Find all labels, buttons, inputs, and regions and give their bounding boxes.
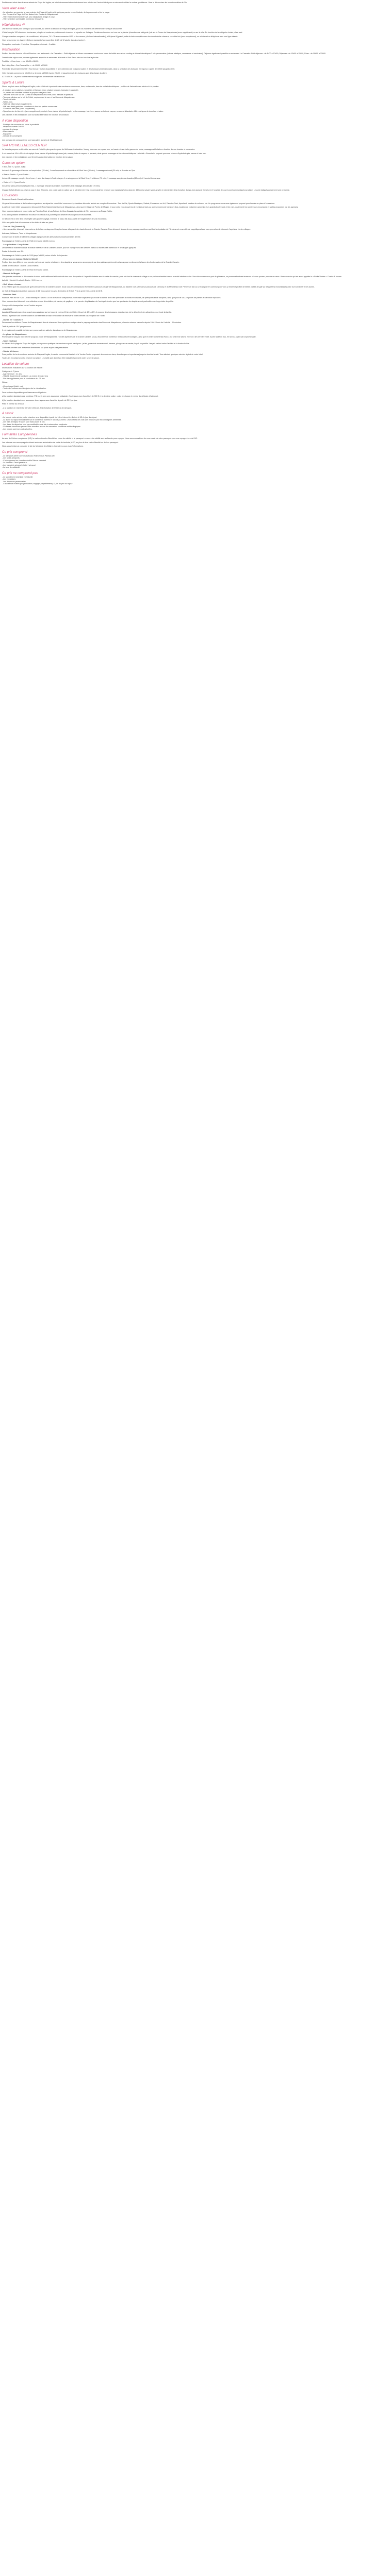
cure-item: Incluant 1 massage complet d'une heure, 1 soin du visage à l'huile d'argan, 1 enveloppement à l'Aloé Vera, 1 pédicure (70 min), 1 massage aux pierres chaudes (50 min) et 1 accès libre au spa.	[2, 177, 161, 179]
location-paragraph: Prise et remise du véhicule :	[2, 403, 26, 405]
excursion-title-tour: - Tour de l'île (Tamaris 5)	[2, 225, 25, 228]
section-title-prix-comprend: Ce prix comprend	[2, 450, 27, 454]
excursion-title-jeep: - Les palmitiers / Jeep Safari	[2, 244, 29, 246]
restauration-paragraph: ATTENTION : Le port d'un bracelet est exigé afin de bénéficier de la formule.	[2, 76, 66, 78]
excluded-item: - L'assurance multirisque (annulation, bagages, rapatriement) : 3,5% du prix du séjour	[2, 483, 73, 485]
section-title-a-savoir: A savoir	[2, 412, 14, 415]
sports-item: - Tennis de table.	[2, 98, 17, 100]
location-item: - Âge minimum : 21 ans	[2, 372, 22, 375]
formalites-paragraph: Les mineurs non accompagnés doivent avoir une autorisation de sortie du territoire (AST) en plus de leur carte d'identité ou de leur passeport.	[2, 441, 119, 444]
section-title-cures: Cures en option	[2, 161, 25, 165]
hotel-paragraph: Chaque chambre comprend : air conditionné, téléphone, TV LCD avec connexion USB et des canaux (chaînes internationales), Wifi (sans fil) gratuit, salle de bain complète avec douche et sèche-cheveux, un coffre fort (avec supplément), un minibar et un téléphone avec une ligne directe.	[2, 35, 238, 38]
section-title-formalites: Formalités Européennes	[2, 433, 37, 436]
section-title-excursions: Excursions	[2, 194, 18, 197]
included-item: - Le transport aérien sur vols spéciaux France / Las Palmas A/R	[2, 454, 55, 457]
section-hotel	[2, 23, 389, 46]
restauration-paragraph: Durant votre séjour vous pourrez également apprécier le restaurant à la carte « Pool-Bar » situé au bord de la piscine.	[2, 56, 99, 59]
cure-item: « Bien-Être » 2 jours/1 nuits :	[2, 165, 26, 168]
excursion-paragraph: Ramassage de l'hôtel à partir de 9h30 et retour à 14h30.	[2, 268, 48, 271]
excursion-paragraph: Durée de l'excursion : 8h30 à 14h30 environ.	[2, 265, 39, 267]
excursion-paragraph: Aqualand Maspalomas est un grand parc aquatique qui se trouve à environ 15 km de l'hôtel. Ouvert de 10h à 17h, il propose des toboggans, des piscines, de la détente et des attractions pour toute la famille.	[2, 311, 172, 313]
excursion-title-phare: - Le phare de Maspalomas	[2, 333, 27, 335]
section-excursions	[2, 194, 389, 360]
location-paragraph: Deux options disponibles pour l'assurance obligatoire :	[2, 391, 47, 394]
section-location	[2, 362, 389, 410]
sports-item: - Spa et centre de bien-être (avec supplément), équipé d'une piscine à hydrothérapie, hydro-massage, bain turc, sauna, un bain de vapeur, un sauna finlandais, différents types de douches et salon.	[2, 110, 164, 112]
section-spa	[2, 144, 389, 159]
excursion-paragraph: Il est également possible de faire une promenade en calèche dans la zone de Maspalomas.	[2, 329, 77, 331]
section-vous-allez-aimer	[2, 7, 389, 21]
excursion-paragraph: Découvrez les célèbres Dunes de Maspalomas à dos de chameau. Une expérience unique dans le paysage saharien des Dunes de Maspalomas, classées réserve naturelle depuis 1994. Durée de l'activité : 30 minutes.	[2, 321, 182, 324]
sports-item: - 2 piscines avec solarium, serviettes et hamacs (avec chaises longues, transats et parasols).	[2, 89, 79, 91]
included-item: - Les transferts aéroport / hôtel / aéroport	[2, 464, 36, 466]
excursion-paragraph: Profitez d'un jour différent pour prendre part à la vie marine et observer des dauphins. Vous serez accompagné par des guides expérimentés et vous pourrez découvrir la faune des fonds marins de la Grande Canarie.	[2, 261, 180, 263]
sports-item: - Water-polo.	[2, 100, 13, 103]
excursions-paragraph: Ce séjour est un des lieux privilégiés sans pour le voyage, exemple le pays, fait aussi partie de l'organisation de vos excursions.	[2, 217, 107, 220]
excursions-paragraph: A partir de notre hôtel, vous pourrez découvrir le Parc Naturel des Dunes de Maspalomas, ainsi que le village de Puerto de Mogan, et pour cela, vous trouverez de nombreux taxis ou autres moyens de transport (bus, location de voitures) à proximité. Les grands boulevards et les rues, également les nombreuses excursions et sorties proposées par les agences.	[2, 206, 299, 208]
sports-item: - Centre de bien-être (avec supplément).	[2, 108, 36, 110]
excursions-paragraph: Il est aussi possible de faire une excursion en bateau à la journée pour observer les dauphins et les baleines.	[2, 214, 92, 216]
location-paragraph: a) La location standard pour un séjour (7/8 jours) avec une assurance obligatoire (tout risque avec franchise) de 900 € et la dernière option : prise en charge et remise du véhicule à l'aéroport.	[2, 395, 159, 397]
sports-item: - La piscine est chauffée en hiver et propose des jeux d'eau.	[2, 91, 52, 94]
section-title-restauration: Restauration	[2, 48, 21, 52]
restauration-paragraph: Bar Lobby-Bar « Dos Pascos Bar » : de 10h00 à 23h00	[2, 64, 47, 66]
section-title-vous-allez-aimer: Vous allez aimer	[2, 6, 26, 10]
excursion-title-aqualand: - Aqualand	[2, 308, 12, 310]
excursion-title-sport-nautique: - Sport nautique	[2, 340, 18, 342]
section-cures	[2, 161, 389, 192]
restauration-paragraph: Profitez de votre formule « Demi-Pension » au restaurant « Le Cascade » : Petit-déjeuner et dîners vous seront servis sous forme de buffet avec show cooking et dîners thématiques 3 fois par semaine (cuisine asiatique, canarienne et mexicaine). Déjeuner également possible au restaurant Le Cascade : Petit-déjeuner : de 8h00 à 10h30, Déjeuner : de 13h00 à 15h00, Dîner : de 19h00 à 22h00.	[2, 53, 326, 55]
restauration-paragraph: Possibilité de prendre le forfait « Tout Inclus » (selon disponibilité et avec sélection de boissons locales et des boissons internationales, dans la sélection des boissons en vigueur, à partir de 10h00 jusqu'à 23h00.	[2, 68, 175, 70]
excursion-paragraph: Il est évident que les parcours de golf sont nombreux à Grande Canarie. Nous vous recommandons vivement les parcours de golf de Maspalomas, du Salobre Golf & Resort (2 parcours de 18 trous) et du Meloneras Golf. Prenez un taxi ou un transport en commun pour vous y rendre et profiter de belles parties de golf sur des greens exceptionnels avec vue sur la mer et les dunes.	[2, 286, 315, 288]
section-title-prix-ne-comprend-pas: Ce prix ne comprend pas	[2, 471, 38, 475]
section-a-savoir	[2, 412, 389, 430]
highlight-item: - Votre hôtel récemment rénové, ses installations design et cosy.	[2, 15, 55, 18]
excursion-paragraph: Découvrez de manière ludique la beauté intérieure de la Grande Canarie, pour un voyage hors des sentiers battus au travers des Barrancos et de villages typiques.	[2, 246, 137, 249]
sports-note: Les piscines et les installations sont sur avec réservation en fonction de la saison.	[2, 114, 70, 116]
location-note: - Toutes les voitures sont équipées de la climatisation.	[2, 387, 46, 389]
excursion-paragraph: Pensez à prendre une crème solaire et une serviette de bain ! Possibilité de réserver le billet d'entrée à la réception de l'hôtel.	[2, 315, 105, 317]
excursion-paragraph: Au départ de la plage de Playa del Inglés, vous pourrez pratiquer de nombreux sports nautiques : jet ski, parachute ascensionnel, banane, plongée sous-marine, kayak ou paddle. Les prix varient selon l'activité et la durée choisie.	[2, 343, 190, 345]
section-prix-ne-comprend-pas	[2, 471, 389, 485]
section-disposition	[2, 119, 389, 142]
spa-paragraph: Il est ouvert de 10h à 19h et est équipé d'une piscine d'hydrothérapie avec jets, saunas, bain de vapeur, et jacuzzis, ainsi que de massages et de soins esthétiques. Le forfait « Essentiel » proposé pour une séance d'hydrothérapie, sauna et bain turc.	[2, 152, 206, 155]
excluded-item: - Le supplément chambre individuelle	[2, 476, 33, 478]
section-title-disposition: A votre disposition	[2, 118, 28, 123]
excursion-paragraph: Durée de la visite env. 8 h.	[2, 250, 24, 252]
intro-text: Parfaitement situé dans la zone animée de Playa del Inglés, cet hôtel récemment rénové et réservé aux adultes est l'endroit idéal pour se relaxer et oublier la routine quotidienne. Vous le découvrirez les incontournables de l'île.	[2, 2, 187, 4]
excursion-title-golf: - Golf à tous niveaux	[2, 283, 22, 285]
formalites-paragraph: Nous vous invitons à consulter le site du Ministère des Affaires étrangères pour plus d'informations.	[2, 445, 84, 447]
disposition-item: - réception ouverte 24h/24	[2, 126, 24, 128]
cure-item: Incluant 2 soins personnalisés (50 min), 1 massage relaxant aux huiles essentielles et 1 massage anti-cellulite (75 min).	[2, 185, 101, 187]
restauration-paragraph: Votre formule commence à 10h00 et se termine à 23h00. Après 23h00, et jusqu'à minuit, les boissons sont à la charge du client.	[2, 72, 107, 74]
sports-item: - Table de billard (avec supplément).	[2, 103, 32, 105]
cure-item: « Detox » 2 + 2 jours/2 nuits :	[2, 181, 26, 183]
disposition-item: - bagagerie	[2, 132, 12, 135]
excursion-paragraph: Promenade le long du bord de mer jusqu'au phare de Maspalomas, l'un des symboles de la Grande Canarie. Vous y trouverez de nombreux restaurants et boutiques, ainsi que le centre commercial Faro 2. Le phare se situe à environ 4 km de votre hôtel. Accès facile en bus, en taxi ou à pied par la promenade.	[2, 336, 256, 338]
included-item: - Les taxes aéroports	[2, 457, 20, 459]
hotel-paragraph: Une adresse idéale pour un séjour pour adultes, au centre du secteur de Playa del Inglés, pour vos moments de détente entre cheque découverte.	[2, 27, 123, 30]
excursions-paragraph: Voici une petite liste d'excursions et de visites à faire sur place :	[2, 222, 55, 224]
location-notes-title: Notes :	[2, 381, 8, 383]
section-title-sports: Sports & Loisirs	[2, 80, 25, 84]
excursion-paragraph: Ramassage de l'hôtel à partir de 7h30 jusqu'à 8h00, retour à la fin de la journée.	[2, 254, 68, 257]
section-sports	[2, 81, 389, 116]
savoir-item: - La durée du séjour est calculée sur le nombre de nuitées et non de journées. Les horaires des vols sont imposés par les compagnies aériennes.	[2, 418, 122, 421]
hotel-paragraph: Vous séjournerez en chambre Deluxe standard d'une superficie de 25 m2 (2 adulte dans la chambre).	[2, 39, 86, 41]
disposition-item: - Boutique de souvenirs ou bazar à proximité.	[2, 123, 40, 126]
excursion-paragraph: Activité : Marché Vendredi : Durée : 5,15 heures.	[2, 279, 42, 281]
savoir-item: - Les frais de séjour et taxes sont inclus dans le prix.	[2, 421, 45, 423]
spa-paragraph: Les piscines et les installations sont fermées avec réservation en fonction de la saison.	[2, 156, 74, 158]
excursion-paragraph: Tarifs à partir de 15 € par personne.	[2, 325, 31, 328]
disposition-item: - service de conciergerie	[2, 135, 23, 137]
excursion-title-parcs: - Palmitos Park	[2, 294, 17, 296]
excursion-paragraph: Comprenant la visite de différents villages typiques et des sites naturels incontournables de l'île.	[2, 236, 81, 238]
excluded-item: - Les excursions	[2, 478, 16, 480]
spa-paragraph: Le Marieta propose un bien-être au cœur de l'hôtel le plus grand espace de Wellness et relaxation. Vous y trouverez un espace zen, un bassin et une belle gamme de soins, massages et forfaits en fonction de vos besoins et vos envies.	[2, 148, 196, 150]
sports-item: - Terrasse avec vue sur les Dunes de Maspalomas et la mer, avec transats et parasols.	[2, 94, 74, 96]
location-intro: Informations indicatives sur la location de voiture :	[2, 366, 43, 369]
disposition-item: - blanchisserie	[2, 130, 14, 132]
excursion-title-dunas: - Dunas en « calèche »	[2, 318, 23, 321]
cure-item: Chaque forfait débute à la prise du spa et dure 2 heures. Les cures sont en option sur le site internet. Il est recommandé de réserver vos massages/soins dans les 48 heures suivant votre arrivée en demandant à la réception du spa. Les jours de fermeture et horaires des cures sont communiqués sur place. Les prix indiqués concernent une personne.	[2, 189, 290, 191]
offer-document	[0, 0, 391, 485]
highlight-item: - Votre chambre confortable, lumineuse et ouverte.	[2, 18, 44, 20]
excluded-item: - Les dépenses personnelles	[2, 480, 26, 483]
restauration-paragraph: Pool-Bar « Coco Loco » : de 10h00 à 18h00.	[2, 60, 39, 62]
section-title-spa: SPA H'O WELLNESS CENTER	[2, 144, 47, 147]
location-item: - Pas de supplément pour le conducteur de - 25 ans	[2, 377, 45, 380]
location-item: - Validité du permis de conduire : au moins depuis 2 ans	[2, 375, 48, 377]
excursions-paragraph: Un panel d'excursions et de locations organisées au départ de votre hôtel vous seront présentées dès votre arrivée au comptoir Excursions : Tour de l'île, Sports Nautiques, Safaris, Excursions en 4x4, Palmitos Park, Aqualand, location de voitures, etc. Un programme vous sera également proposé pour la mise en place d'excursions.	[2, 202, 275, 205]
disposition-note: Les animaux de compagnie ne sont pas admis au sein de l'établissement.	[2, 139, 63, 141]
disposition-item: - service de change	[2, 128, 19, 130]
section-title-hotel: Hôtel Marieta 4*	[2, 23, 25, 27]
sports-item: - Wifi haut débit gratuit en chambres et dans les parties communes.	[2, 105, 58, 108]
highlight-item: - La situation, au cœur de la zone animée de Playa del Inglés et à quelques pas du centre Kasbah, de la promenade et de la plage.	[2, 11, 110, 13]
savoir-item: - Certaines excursions peuvent être annulées en cas de mauvaises conditions météorologiques.	[2, 426, 81, 428]
excursions-paragraph: Découvrir Grande Canarie et la nature.	[2, 198, 34, 200]
formalites-paragraph: Au sein de l'Union européenne (UE), la carte nationale d'identité en cours de validité et le passeport en cours de validité sont suffisants pour voyager. Nous vous conseillons de vous munir de votre passeport pour vos voyages hors de l'UE.	[2, 437, 198, 439]
excursion-title-mogan: - Marché de Mogán	[2, 273, 20, 275]
excursion-title-soiree: - Soirée à l'Anexo	[2, 350, 19, 352]
excursion-paragraph: Vous pourrez ainsi découvrir une collection unique d'orchidées, de cactus, de papillons et le premier dolphinarium de l'archipel. À noter que les spectacles de dauphins sont particulièrement appréciés du public.	[2, 300, 174, 302]
included-item: - La taxe de solidarité	[2, 466, 20, 468]
excursion-paragraph: Une journée combinant la découverte du vieux port traditionnel et la mélodie des rues du quartier à l'aspect balnéaire avec la visite du marché, pour voir tout le charme du village vu en pleine animation lors du marché hebdomadaire. Vous découvrirez son port de plaisance, sa promenade et ses terrasses où vous pourrez prendre un verre. Une excursion qui est aussi appelée la « Petite Venise ». Durée : 6 heures.	[2, 275, 342, 278]
excursion-paragraph: « Avec vous allez découvrir des rochers, de belles montagnes et les plus beaux villages et des hauts lieux de la Grande Canarie. Pour découvrir à vous de ces paysages sublimes qui font la réputation de l'île dans cet ensemble de magnifiques lieux vous permettra de découvrir l'agréable vie des villages.	[2, 228, 251, 230]
excursion-paragraph: Toutes les excursions sont à réserver sur place. Les tarifs sont donnés à titre indicatif et peuvent varier selon la saison.	[2, 357, 100, 359]
section-formalites	[2, 433, 389, 448]
sports-item: - Terrasse, situées sur le toit de l'hôtel, surplombant la mer et les Dunes de Maspalomas.	[2, 96, 75, 98]
excursion-paragraph: Pour profiter de la vie nocturne animée de Playa del Inglés, le centre commercial Kasbah et le Yumbo Center proposent de nombreux bars, discothèques et spectacles jusqu'au bout de la nuit. Tous situés à quelques minutes à pied de votre hôtel.	[2, 353, 203, 355]
included-item: - L'hébergement en chambre double Deluxe standard	[2, 459, 46, 462]
savoir-item: - Les photos sont non contractuelles.	[2, 428, 32, 430]
section-prix-comprend	[2, 450, 389, 469]
hotel-paragraph: L'hôtel compte 192 chambres lumineuses, simples et modernes, entièrement rénovées et répartis sur 4 étages. Certaines chambres ont vue sur la piscine (chambres de catégorie (voir sur la Dunes de Maspalomas (avec supplément) ou sur la ville. En fonction de la catégorie choisie, elles sont	[2, 31, 242, 33]
location-note: - Kilométrage illimité : oui	[2, 385, 23, 387]
highlight-item: - Les Dunes et la Plage du Parc Naturel des Dunes de Maspalomas.	[2, 13, 58, 15]
excursion-paragraph: Certaines activités sont à réserver directement sur place auprès des prestataires.	[2, 346, 69, 349]
hotel-paragraph: Occupation maximale : 2 adultes. Occupation minimale : 1 adulte.	[2, 43, 56, 45]
excursion-paragraph: Le Golf de Maspalomas est un parcours de 18 trous qui se trouve à 5 minutes de l'hôtel. Prix du green fee à partir de 80 €.	[2, 290, 103, 292]
location-paragraph: b) La location standard avec assurance tous risques sans franchise à partir de 25 € par jour.	[2, 399, 78, 401]
cure-item: « Beauté Santé » 3 jours/3 nuits :	[2, 173, 30, 176]
excursions-paragraph: Vous pourrez également vous rendre au Palmitos Park, à Las Palmas de Gran Canaria, la capitale de l'île, ou encore au Roque Nublo.	[2, 210, 112, 212]
section-restauration	[2, 48, 389, 78]
included-item: - La formule « Demi-pension »	[2, 462, 27, 464]
excursion-paragraph: Ramassage de l'hôtel à partir de 7h45 et retour à 16h00 environ.	[2, 240, 55, 242]
excursion-paragraph: Artenara, Valleseco, Teror et Maspalomas.	[2, 232, 37, 234]
location-paragraph: - à la location en recherche de votre véhicule, à la réception de l'hôtel ou à l'aéroport.	[2, 406, 72, 409]
excursion-title-bateau: - Excursion en bateau (Dolphin Watch)	[2, 258, 38, 260]
savoir-item: - Les dates de départ ne sont pas modifiables une fois la réservation confirmée.	[2, 423, 68, 426]
excursion-paragraph: Palmitos Park est un « Zoo – Parc botanique » situé à 10 km du Parc de Maspalomas. Une visite captivante pour toute la famille avec des spectacles d'oiseaux exotiques, de perroquets et de dauphins, ainsi que plus de 1500 espèces de plantes et de fleurs tropicales.	[2, 296, 221, 299]
excursion-paragraph: Comprend le transport en bus et l'entrée au parc.	[2, 304, 43, 307]
sports-paragraph: Située en plein cœur de Playa del Inglés, votre hôtel est à proximité des nombreux commerces, bars, restaurants, bars de nuit et discothèques : profitez de l'animation en soirée et à la piscine.	[2, 85, 159, 88]
section-title-location: Location de voiture	[2, 362, 29, 366]
cure-item: Incluant : 1 gommage et la mise en température (25 min), 1 enveloppement au chocolat ou à l'Aloé Vera (30 min), 1 massage relaxant (30 min) et 1 accès au Spa.	[2, 170, 135, 172]
savoir-item: - Le jour de votre arrivée, votre chambre sera disponible à partir de 14h et devra être libérée à 12h le jour du départ.	[2, 416, 97, 418]
location-item: Catégorie A : 3 jours	[2, 370, 19, 372]
